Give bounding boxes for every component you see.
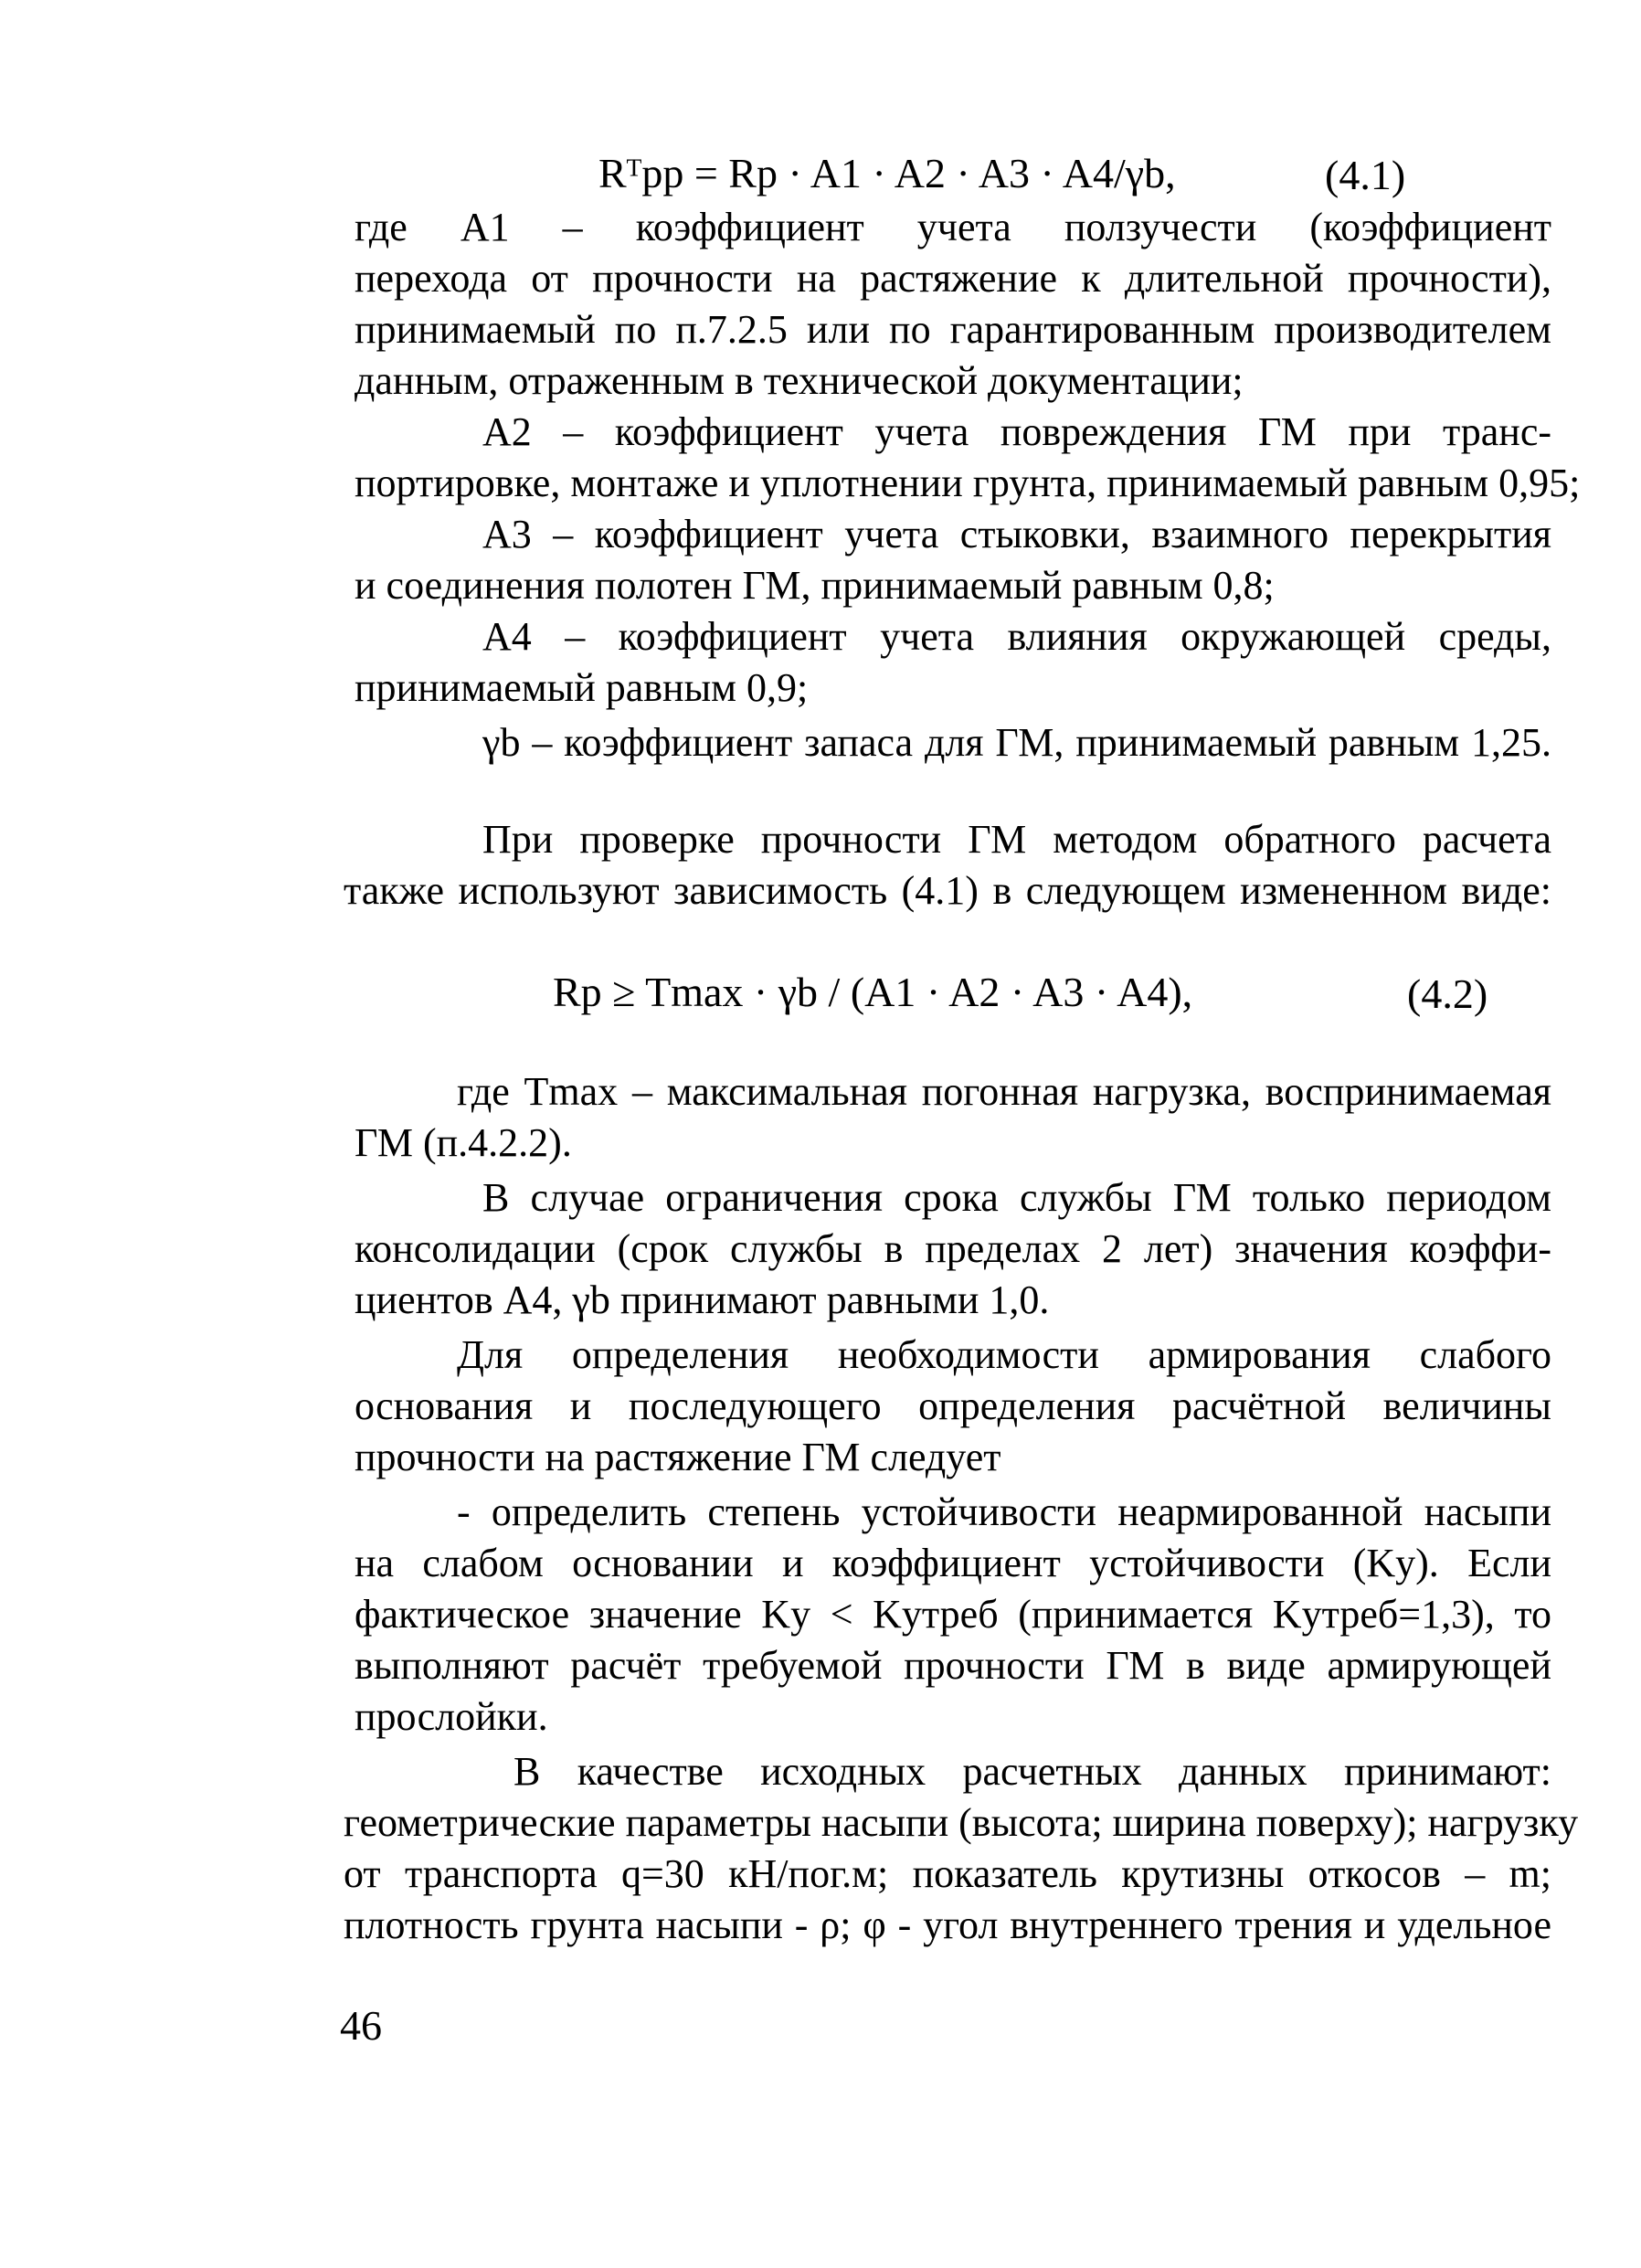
text-line: геометрические параметры насыпи (высота; ширина поверху); нагрузку <box>344 1800 1579 1845</box>
text-line: A4 – коэффициент учета влияния окружающей среды, <box>482 614 1551 659</box>
text-line: γb – коэффициент запаса для ГМ, принимаемый равным 1,25. <box>482 720 1551 765</box>
text-line: фактическое значение Kу < Kутреб (принимается Kутреб=1,3), то <box>355 1592 1551 1637</box>
text-line: где A1 – коэффициент учета ползучести (коэффициент <box>355 205 1551 249</box>
equation-number-4-1: (4.1) <box>1325 152 1406 198</box>
text-line: где Tmax – максимальная погонная нагрузка, воспринимаемая <box>457 1069 1551 1114</box>
text-line: В качестве исходных расчетных данных принимают: <box>513 1749 1551 1794</box>
text-line: A2 – коэффициент учета повреждения ГМ при транс- <box>482 409 1551 454</box>
text-line: портировке, монтаже и уплотнении грунта, принимаемый равным 0,95; <box>355 461 1581 505</box>
page-number: 46 <box>340 2002 382 2049</box>
text-line: и соединения полотен ГМ, принимаемый равным 0,8; <box>355 563 1275 608</box>
text-line: плотность грунта насыпи - ρ; φ - угол внутреннего трения и удельное <box>344 1902 1551 1947</box>
equation-number-4-2: (4.2) <box>1407 970 1488 1017</box>
text-line: от транспорта q=30 кН/пог.м; показатель крутизны откосов – m; <box>344 1851 1551 1896</box>
text-line: циентов A4, γb принимают равными 1,0. <box>355 1277 1050 1322</box>
text-line: выполняют расчёт требуемой прочности ГМ в виде армирующей <box>355 1643 1551 1688</box>
text-line: основания и последующего определения расчётной величины <box>355 1383 1551 1428</box>
text-line: данным, отраженным в технической документации; <box>355 358 1244 403</box>
formula-4-2: Rp ≥ Tmax · γb / (A1 · A2 · A3 · A4), <box>553 969 1193 1015</box>
text-line: принимаемый равным 0,9; <box>355 665 809 710</box>
text-line: также используют зависимость (4.1) в следующем измененном виде: <box>344 868 1551 913</box>
text-line: ГМ (п.4.2.2). <box>355 1120 572 1165</box>
text-line: перехода от прочности на растяжение к длительной прочности), <box>355 256 1551 301</box>
formula-4-1: Rᵀpp = Rp · A1 · A2 · A3 · A4/γb, <box>598 150 1176 196</box>
text-line: A3 – коэффициент учета стыковки, взаимного перекрытия <box>482 512 1551 556</box>
text-line: - определить степень устойчивости неармированной насыпи <box>457 1489 1551 1534</box>
text-line: Для определения необходимости армирования слабого <box>457 1332 1551 1377</box>
text-line: При проверке прочности ГМ методом обратного расчета <box>482 817 1551 862</box>
text-line: прослойки. <box>355 1694 548 1739</box>
text-line: принимаемый по п.7.2.5 или по гарантированным производителем <box>355 307 1551 352</box>
text-line: консолидации (срок службы в пределах 2 лет) значения коэффи- <box>355 1226 1551 1271</box>
text-line: В случае ограничения срока службы ГМ только периодом <box>482 1175 1551 1220</box>
text-line: на слабом основании и коэффициент устойчивости (Kу). Если <box>355 1541 1551 1585</box>
text-line: прочности на растяжение ГМ следует <box>355 1435 1001 1479</box>
